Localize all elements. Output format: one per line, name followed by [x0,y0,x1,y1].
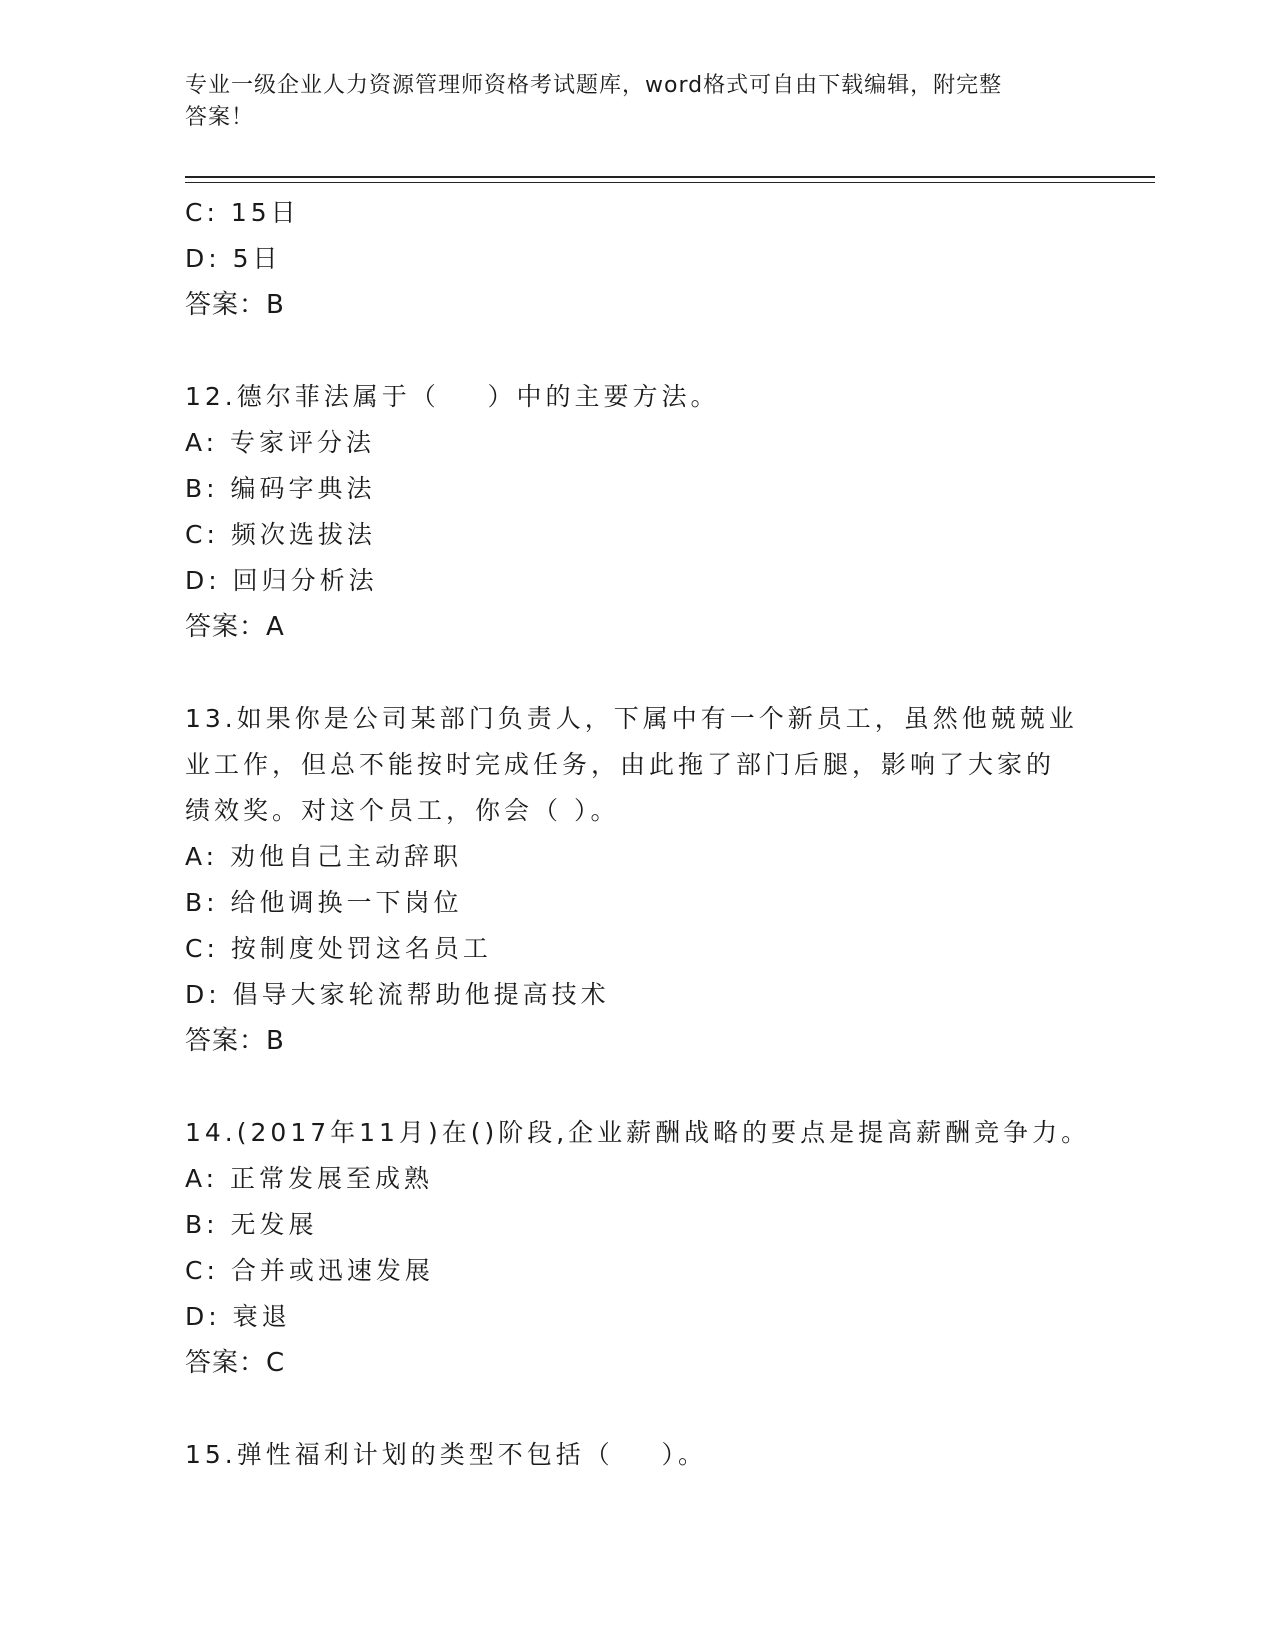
option-c: C: 15日 [185,198,300,227]
question-stem: 15.弹性福利计划的类型不包括（ ）。 [185,1440,708,1469]
question-13 [185,696,1165,1064]
question-stem: 14.(2017年11月)在()阶段,企业薪酬战略的要点是提高薪酬竞争力。 [185,1118,1091,1147]
option-d: D: 5日 [185,244,282,273]
option-c: C: 频次选拔法 [185,520,376,549]
question-stem: 绩效奖。对这个员工，你会（ ）。 [185,796,620,825]
prev-question [185,190,1165,328]
option-d: D: 倡导大家轮流帮助他提高技术 [185,980,610,1009]
document-body [185,190,1165,1478]
answer: 答案：B [185,290,285,320]
question-stem: 13.如果你是公司某部门负责人，下属中有一个新员工，虽然他兢兢业 [185,704,1078,733]
option-d: D: 回归分析法 [185,566,378,595]
page-header [185,70,1085,134]
answer: 答案：A [185,612,285,642]
answer: 答案：C [185,1348,286,1378]
answer: 答案：B [185,1026,285,1056]
question-15 [185,1432,1165,1478]
header-line-2: 答案！ [185,105,255,130]
question-stem: 12.德尔菲法属于（ ）中的主要方法。 [185,382,720,411]
option-b: B: 编码字典法 [185,474,376,503]
option-a: A: 正常发展至成熟 [185,1164,434,1193]
question-12 [185,374,1165,650]
option-a: A: 专家评分法 [185,428,376,457]
option-a: A: 劝他自己主动辞职 [185,842,463,871]
option-b: B: 无发展 [185,1210,318,1239]
header-rule-thick [185,176,1155,178]
header-line-1: 专业一级企业人力资源管理师资格考试题库，word格式可自由下载编辑，附完整 [185,73,1003,98]
option-b: B: 给他调换一下岗位 [185,888,463,917]
option-c: C: 按制度处罚这名员工 [185,934,492,963]
question-stem: 业工作，但总不能按时完成任务，由此拖了部门后腿，影响了大家的 [185,750,1056,779]
option-d: D: 衰退 [185,1302,291,1331]
header-rule-thin [185,182,1155,183]
option-c: C: 合并或迅速发展 [185,1256,434,1285]
question-14 [185,1110,1165,1386]
